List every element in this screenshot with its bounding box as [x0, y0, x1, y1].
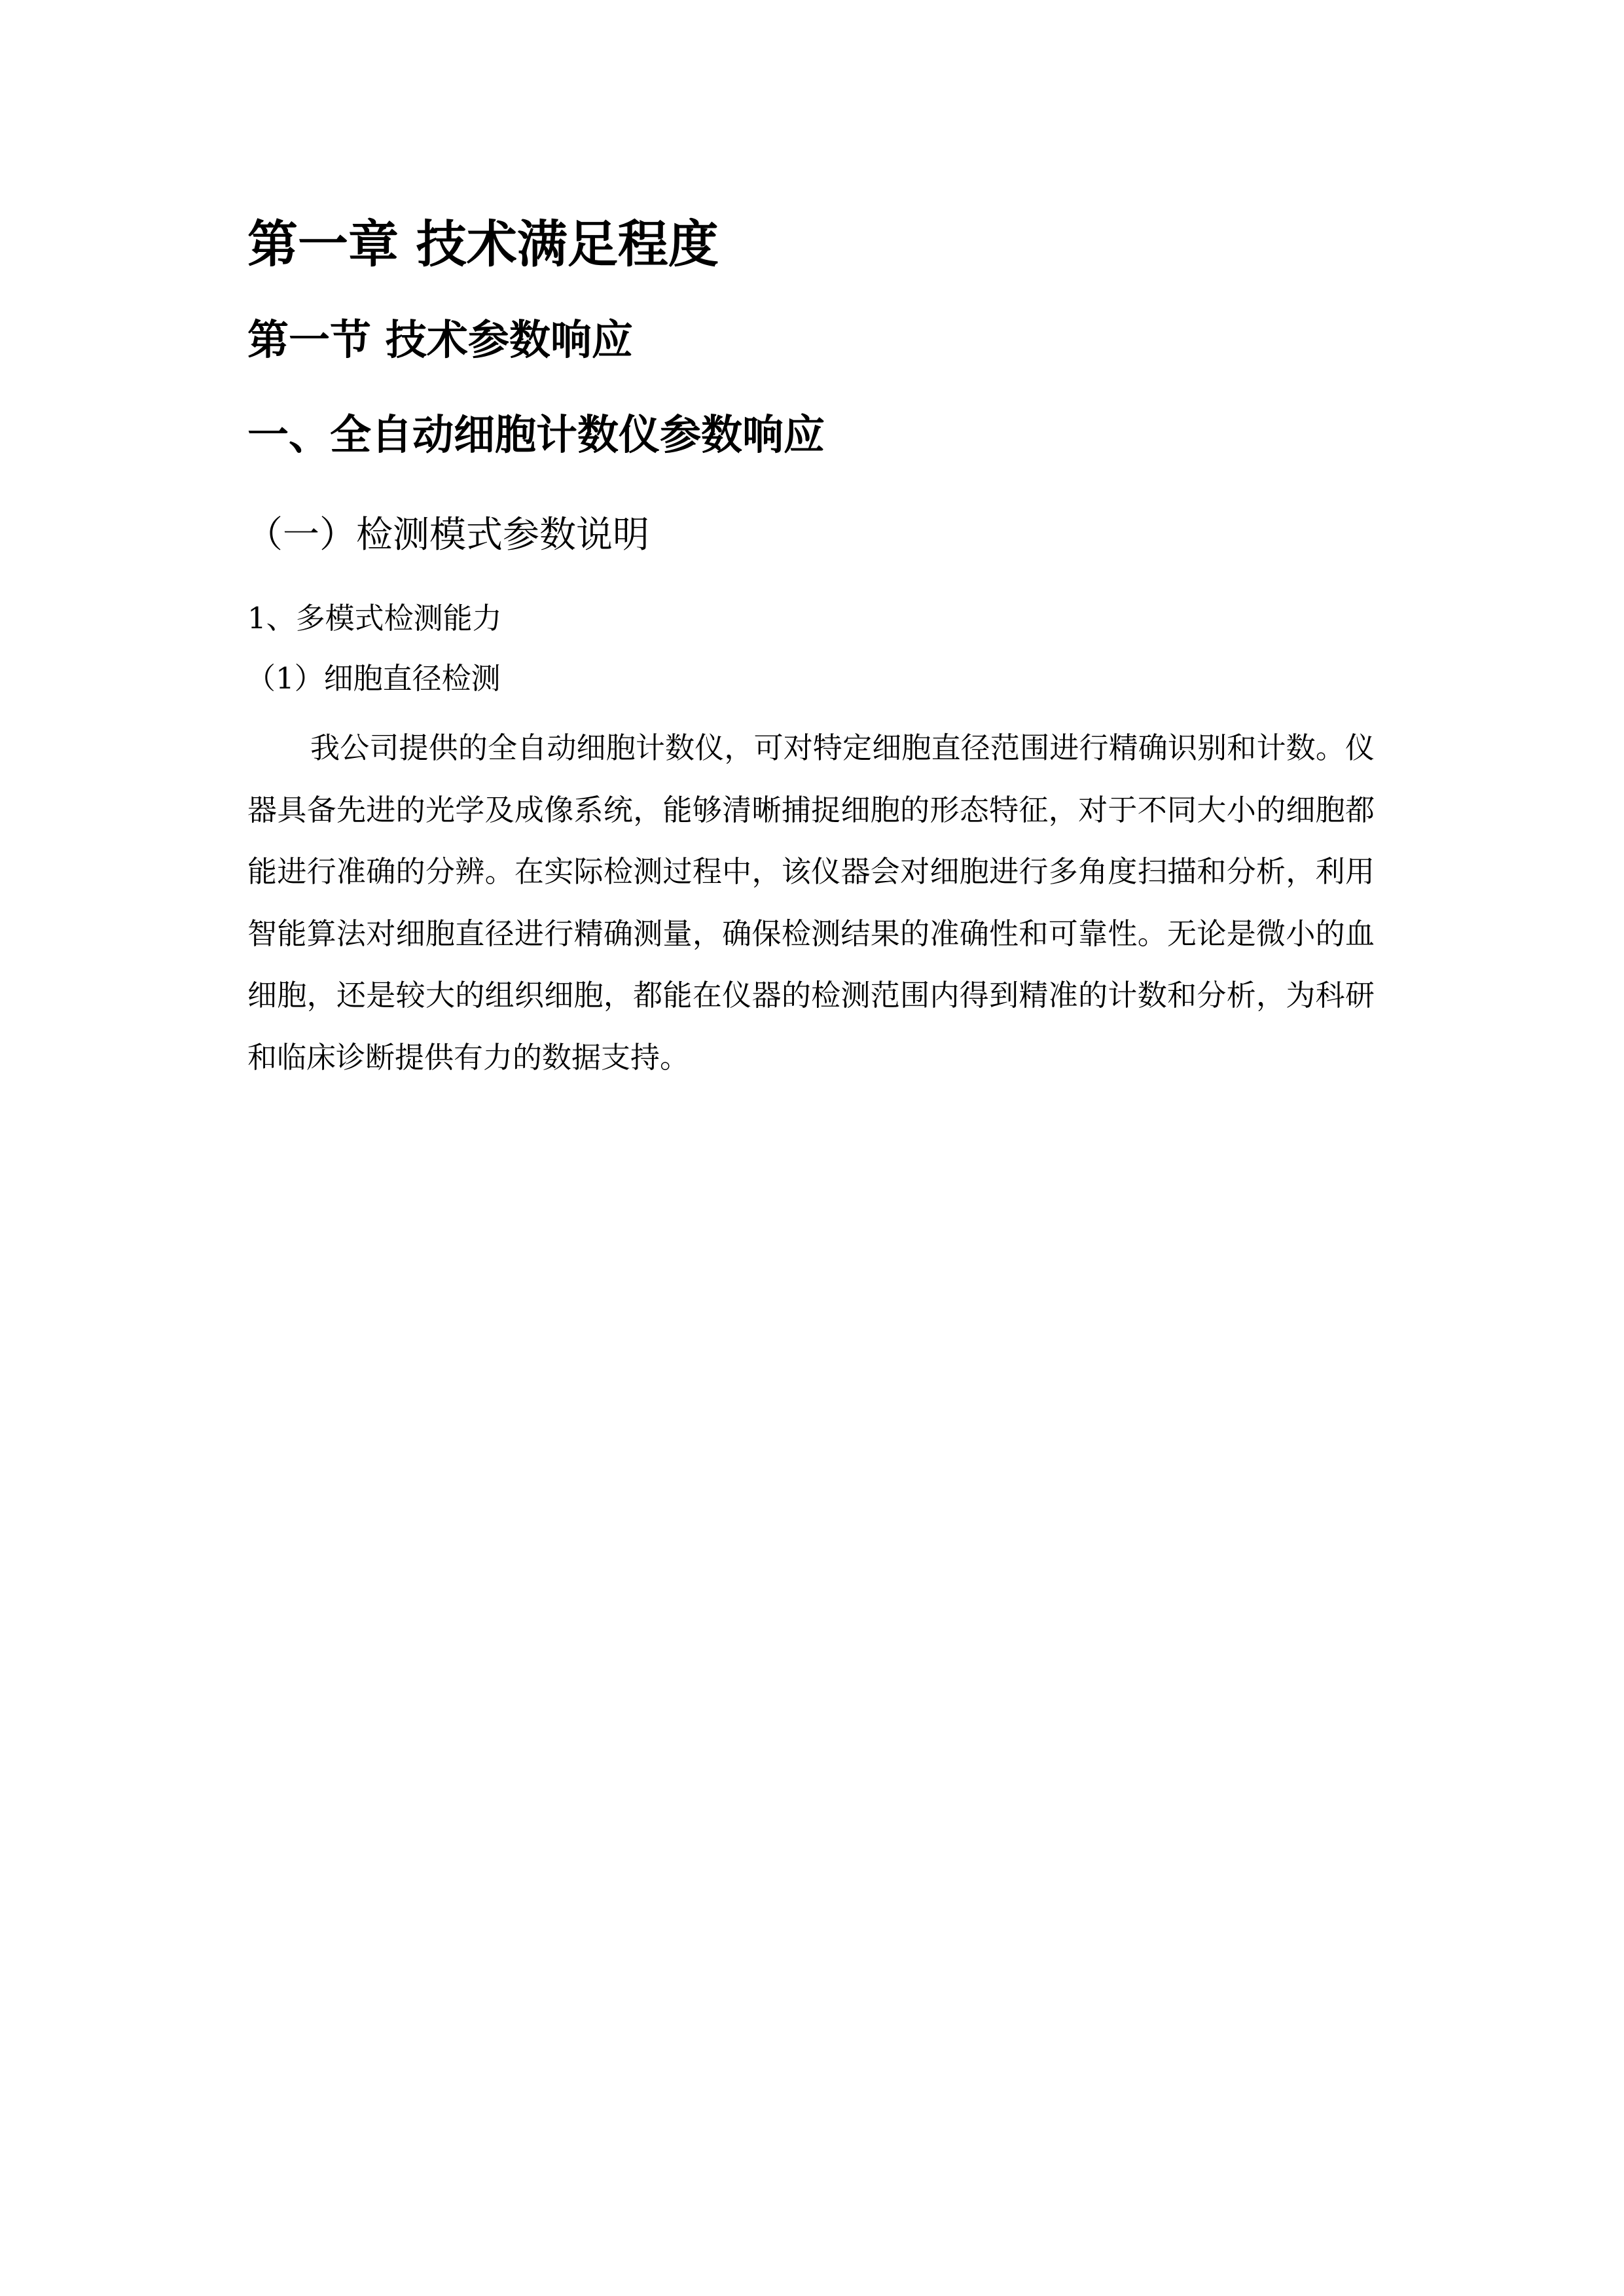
part-title: （一）检测模式参数说明	[246, 514, 649, 556]
section-title: 第一节 技术参数响应	[247, 316, 633, 364]
chapter-title: 第一章 技术满足程度	[247, 216, 719, 274]
item-title: 1、多模式检测能力	[247, 601, 502, 636]
subsection-title: 一、全自动细胞计数仪参数响应	[247, 411, 825, 459]
subitem-title: （1）细胞直径检测	[246, 661, 501, 696]
body-paragraph: 我公司提供的全自动细胞计数仪，可对特定细胞直径范围进行精确识别和计数。仪器具备先进的光学及成像系统，能够清晰捕捉细胞的形态特征，对于不同大小的细胞都能进行准确的分辨。在实际检测过程中，该仪器会对细胞进行多角度扫描和分析，利用智能算法对细胞直径进行精确测量，确保检测结果的准确性和可靠性。无论是微小的血细胞，还是较大的组织细胞，都能在仪器的检测范围内得到精准的计数和分析，为科研和临床诊断提供有力的数据支持。	[247, 730, 1375, 1075]
